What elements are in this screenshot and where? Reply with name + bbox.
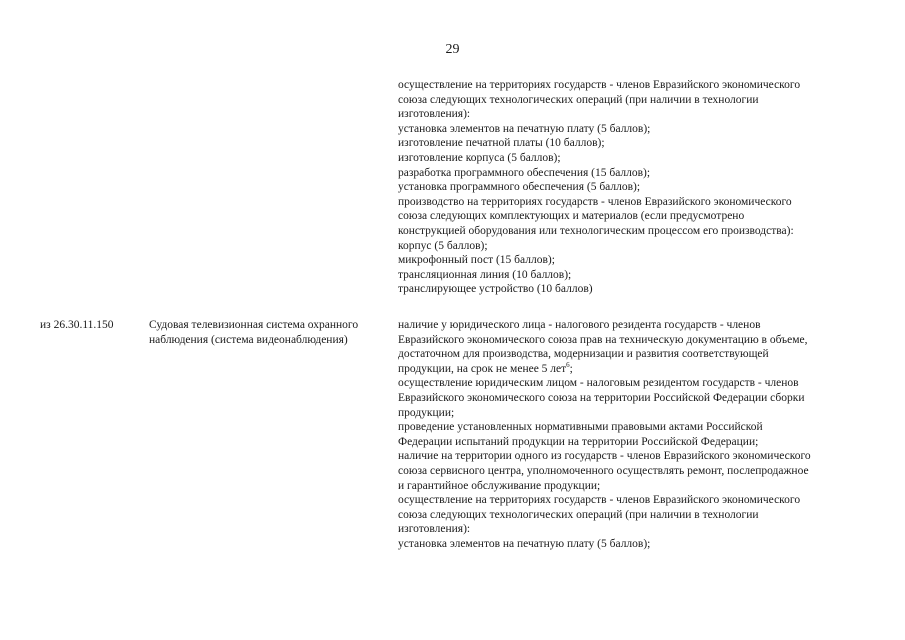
requirement-line: союза сервисного центра, уполномоченного осуществлять ремонт, послепродажное [398,464,809,477]
requirement-line: производство на территориях государств - членов Евразийского экономического [398,195,792,208]
requirement-line: осуществление на территориях государств - членов Евразийского экономического [398,494,801,507]
requirement-line: наличие у юридического лица - налогового резидента государств - членов [398,319,761,331]
product-name-line: наблюдения (система видеонаблюдения) [149,333,348,346]
product-name-line: Судовая телевизионная система охранного [149,319,359,331]
product-name [149,318,358,347]
requirement-line: осуществление юридическим лицом - налоговым резидентом государств - членов [398,377,799,390]
requirement-line: разработка программного обеспечения (15 баллов); [398,166,651,179]
requirement-line: продукции; [398,406,455,419]
requirement-line: осуществление на территориях государств - членов Евразийского экономического [398,79,801,91]
requirement-line: Евразийского экономического союза прав на техническую документацию в объеме, [398,333,808,346]
requirement-line: изготовление печатной платы (10 баллов); [398,137,605,150]
product-code: из 26.30.11.150 [40,319,114,331]
requirement-line: транслирующее устройство (10 баллов) [398,283,593,296]
page-number: 29 [445,42,460,57]
requirement-line: трансляционная линия (10 баллов); [398,268,572,281]
requirement-line: союза следующих технологических операций (при наличии в технологии [398,93,759,106]
requirement-line: конструкцией оборудования или технологическим процессом его производства): [398,224,794,237]
requirement-line: Федерации испытаний продукции на территории Российской Федерации; [398,435,759,448]
requirement-line: и гарантийное обслуживание продукции; [398,479,601,492]
requirement-line [398,362,878,377]
requirement-line: союза следующих технологических операций (при наличии в технологии [398,508,759,521]
requirement-text: продукции, на срок не менее 5 лет [398,362,567,375]
requirement-line: установка элементов на печатную плату (5 баллов); [398,122,651,135]
requirement-line: установка элементов на печатную плату (5 баллов); [398,537,651,550]
requirement-line: корпус (5 баллов); [398,239,488,252]
requirement-line: союза следующих комплектующих и материалов (если предусмотрено [398,210,745,223]
footnote-marker: 6 [566,360,570,369]
requirement-punctuation: ; [569,362,573,375]
requirement-line: изготовления): [398,108,471,121]
requirement-line: изготовление корпуса (5 баллов); [398,151,561,164]
requirement-line: изготовления): [398,523,471,536]
row-requirements-block [398,318,878,552]
top-requirements-block [398,78,878,297]
requirement-line: установка программного обеспечения (5 баллов); [398,181,641,194]
requirement-line: достаточном для производства, модернизации и развития соответствующей [398,348,769,361]
requirement-line: микрофонный пост (15 баллов); [398,254,555,267]
requirement-line: проведение установленных нормативными правовыми актами Российской [398,421,763,434]
requirement-line: Евразийского экономического союза на территории Российской Федерации сборки [398,391,805,404]
requirement-line: наличие на территории одного из государств - членов Евразийского экономического [398,450,811,463]
